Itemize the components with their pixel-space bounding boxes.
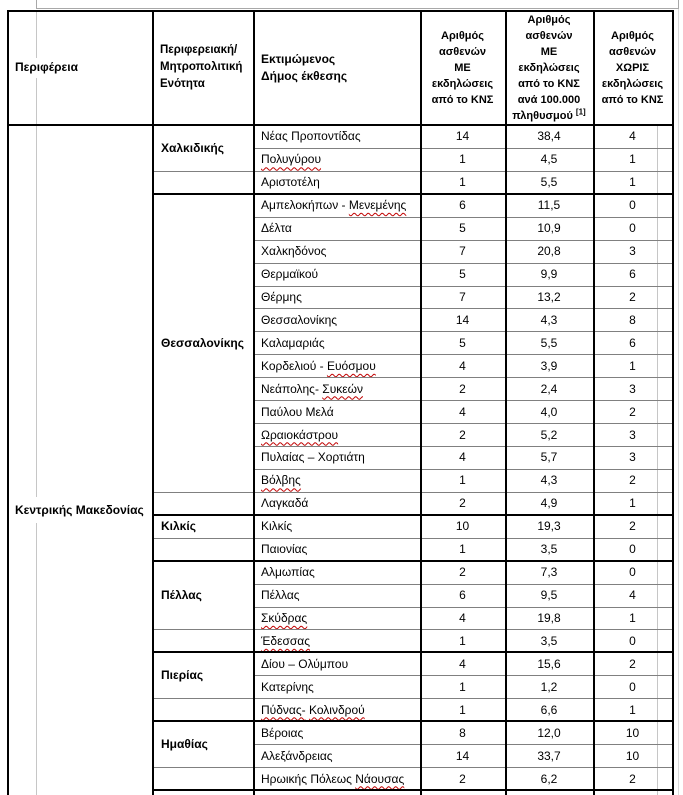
municipality-cell (253, 607, 420, 630)
municipality-name-part: Νεάπολης- (261, 381, 323, 396)
grid-line-vertical (36, 523, 37, 795)
municipality-name-part: Θεσσαλονίκης (261, 312, 338, 327)
municipality-name-part: Κατερίνης (261, 679, 314, 694)
header-line: εκδηλώσεις (431, 77, 494, 90)
header-line: από το ΚΝΣ (431, 93, 494, 106)
municipality-cell (253, 331, 420, 354)
patients-without-cns-value: 0 (629, 542, 636, 557)
per-100k-value: 10,9 (537, 221, 561, 236)
table-row (253, 469, 672, 492)
table-row (253, 217, 672, 240)
per-100k-value: 2,4 (540, 381, 558, 396)
municipality-name-part-misspelled: Πύδνας- (261, 702, 306, 717)
municipality-cell (253, 698, 420, 721)
patients-without-cns-value: 1 (629, 358, 636, 373)
patients-with-cns-value: 4 (459, 611, 466, 625)
header-line: Μητροπολιτική (160, 61, 243, 73)
per-100k-value: 1,2 (540, 679, 558, 694)
municipality-name-part: Ηρωικής Πόλεως (261, 771, 356, 786)
patients-without-cns-value: 8 (629, 312, 636, 327)
patients-without-cns-value: 6 (629, 267, 636, 282)
municipality-cell (253, 217, 420, 240)
per-100k-value: 5,7 (540, 450, 558, 465)
per-100k-value: 5,5 (540, 175, 558, 190)
patients-with-cns-value: 6 (459, 588, 466, 603)
municipality-name-part-misspelled: Έδεσσας (261, 633, 310, 648)
header-line: Αριθμός (527, 13, 571, 26)
per-100k-value: 11,5 (537, 198, 561, 213)
per-100k-value: 6,6 (540, 702, 558, 717)
patients-with-cns-value: 14 (455, 312, 470, 327)
municipality-name (261, 726, 303, 740)
patients-with-cns-value: 10 (455, 519, 470, 534)
header-line: Εκτιμώμενος (261, 51, 336, 66)
patients-without-cns-value: 2 (629, 404, 636, 419)
municipality-cell (253, 469, 420, 492)
municipality-name-part: Αριστοτέλη (261, 175, 320, 190)
table-row (253, 561, 672, 584)
table-row (253, 675, 672, 698)
table-row (253, 240, 672, 263)
patients-with-cns-value: 2 (459, 496, 466, 511)
per-100k-value: 4,3 (540, 312, 558, 327)
table-row (253, 263, 672, 286)
table-border-vertical (7, 10, 9, 795)
header-line: Δήμος έκθεσης (261, 68, 348, 83)
municipality-name-part-misspelled: Ωραιοκάστρου (261, 427, 339, 442)
table-row (253, 194, 672, 217)
patients-without-cns-value: 0 (629, 679, 636, 694)
table-border-vertical (672, 10, 674, 795)
group-border (152, 193, 674, 195)
municipality-name-part: Αλμωπίας (261, 565, 315, 580)
patients-with-cns-value: 4 (459, 656, 466, 671)
municipality-cell (253, 194, 420, 217)
per-100k-value: 4,0 (540, 404, 558, 419)
patients-with-cns-value: 6 (459, 198, 466, 213)
table-row (253, 538, 672, 561)
municipality-name (261, 772, 404, 786)
municipality-name (261, 313, 337, 327)
table-border-vertical (420, 10, 422, 795)
municipality-name (261, 588, 300, 602)
header-line: Αριθμός (611, 29, 654, 42)
table-border-vertical (593, 10, 595, 795)
region-label: Κεντρικής Μακεδονίας (15, 503, 144, 517)
patients-without-cns-value: 10 (625, 725, 640, 740)
municipality-name (261, 129, 361, 143)
patients-with-cns-value: 5 (459, 335, 466, 350)
unit-label: Πέλλας (161, 588, 202, 603)
per-100k-value: 4,9 (540, 496, 558, 511)
table-row (253, 286, 672, 309)
municipality-name (261, 244, 326, 258)
header-line: ΜΕ (454, 61, 471, 74)
municipality-cell (253, 354, 420, 377)
patients-with-cns-value: 2 (459, 427, 466, 442)
municipality-cell (253, 584, 420, 607)
municipality-name-part: Αλεξάνδρειας (261, 748, 333, 763)
header-line: ΧΩΡΙΣ (615, 61, 650, 74)
municipality-cell (253, 652, 420, 675)
table-row (253, 584, 672, 607)
table-border-vertical (152, 10, 154, 795)
per-100k-value: 38,4 (537, 129, 561, 144)
municipality-name (261, 175, 320, 189)
municipality-cell (253, 125, 420, 148)
patients-without-cns-value: 3 (629, 427, 636, 442)
header-line: ασθενών (525, 29, 573, 42)
municipality-name-part: Δίου – Ολύμπου (261, 656, 349, 671)
per-100k-value: 19,3 (537, 519, 561, 534)
patients-without-cns-value: 1 (629, 175, 636, 190)
patients-with-cns-value: 14 (455, 129, 470, 144)
patients-without-cns-value: 1 (629, 496, 636, 511)
per-100k-value: 5,2 (540, 427, 558, 442)
header-line: Περιφερειακή/ (160, 44, 238, 56)
patients-with-cns-value: 2 (459, 381, 466, 396)
header-line: ΜΕ (540, 45, 558, 58)
header-line: από το ΚΝΣ (518, 77, 580, 90)
patients-with-cns-value: 1 (459, 633, 466, 648)
header-line: από το ΚΝΣ (601, 93, 664, 106)
table-row (253, 400, 672, 423)
table-row (253, 308, 672, 331)
header-region-label: Περιφέρεια (15, 60, 78, 74)
municipality-cell (253, 675, 420, 698)
patients-without-cns-value: 4 (629, 129, 636, 144)
header-per-100k-lastline: πληθυσμού [1] (512, 106, 586, 122)
municipality-name-part: Καλαμαριάς (261, 335, 325, 350)
municipality-cell (253, 423, 420, 446)
header-line: εκδηλώσεις (518, 61, 580, 74)
municipality-name-part: Δέλτα (261, 221, 292, 236)
municipality-name-part: Βέροιας (261, 725, 304, 740)
patients-without-cns-value: 1 (629, 152, 636, 167)
municipality-name-part: Θέρμης (261, 289, 302, 304)
patients-with-cns-value: 7 (459, 244, 466, 259)
per-100k-value: 5,5 (540, 335, 558, 350)
municipality-name (261, 565, 315, 579)
municipality-name-part-misspelled: Νάουσας (355, 771, 405, 786)
per-100k-value: 4,3 (540, 473, 558, 488)
municipality-cell (253, 721, 420, 744)
municipality-cell (253, 171, 420, 194)
municipality-name-part: Θερμαϊκού (261, 267, 319, 282)
group-border (152, 720, 674, 722)
per-100k-value: 9,9 (540, 267, 558, 282)
patients-without-cns-value: 3 (629, 244, 636, 259)
table-row (253, 171, 672, 194)
per-100k-value: 12,0 (537, 725, 561, 740)
municipality-name (261, 519, 292, 533)
table-row (253, 377, 672, 400)
municipality-name-part-misspelled: Μενεμένης (348, 198, 407, 213)
per-100k-value: 33,7 (537, 748, 561, 763)
municipality-cell (253, 400, 420, 423)
table-row (253, 423, 672, 446)
footnote-marker: [1] (575, 106, 586, 116)
table-row (253, 652, 672, 675)
table-row (253, 629, 672, 652)
municipality-name-part-misspelled: Βόλβης (261, 473, 301, 488)
unit-label: Πιερίας (161, 668, 204, 683)
municipality-cell (253, 240, 420, 263)
municipality-name (261, 336, 325, 350)
municipality-cell (253, 446, 420, 469)
municipality-cell (253, 148, 420, 171)
municipality-name-part: Νέας Προποντίδας (261, 129, 361, 144)
municipality-name-part: Κιλκίς (261, 519, 293, 534)
municipality-name-part-misspelled: Ευόσμου (326, 358, 376, 373)
table-row (253, 767, 672, 790)
per-100k-value: 15,6 (537, 656, 561, 671)
municipality-name-part-misspelled: Κολινδρού (308, 702, 365, 717)
per-100k-value: 19,8 (537, 611, 561, 625)
municipality-cell (253, 767, 420, 790)
patients-without-cns-value: 0 (629, 221, 636, 236)
unit-label: Ημαθίας (161, 737, 208, 752)
header-line: ανά 100.000 (517, 93, 581, 106)
municipality-name (261, 749, 333, 763)
group-border (152, 651, 674, 653)
table-border-vertical (505, 10, 507, 795)
patients-with-cns-value: 1 (459, 175, 466, 190)
header-line: ασθενών (609, 45, 656, 58)
table-row (253, 125, 672, 148)
municipality-name (261, 267, 318, 281)
municipality-cell (253, 515, 420, 538)
municipality-name (261, 382, 363, 396)
per-100k-value: 6,2 (540, 771, 558, 786)
per-100k-value: 4,5 (540, 152, 558, 167)
municipality-name (261, 405, 334, 419)
patients-without-cns-value: 1 (629, 702, 636, 717)
table-row (253, 148, 672, 171)
table-row (253, 607, 672, 630)
municipality-name (261, 611, 307, 625)
municipality-name-part: Παύλου Μελά (261, 404, 334, 419)
municipality-name (261, 473, 301, 487)
per-100k-value: 9,5 (540, 588, 558, 603)
municipality-name (261, 703, 365, 717)
municipality-cell (253, 308, 420, 331)
municipality-cell (253, 744, 420, 767)
patients-with-cns-value: 1 (459, 473, 466, 488)
municipality-cell (253, 492, 420, 515)
patients-with-cns-value: 8 (459, 725, 466, 740)
municipality-name (261, 634, 310, 648)
patients-without-cns-value: 4 (629, 588, 636, 603)
municipality-cell (253, 286, 420, 309)
municipality-name-part: Κορδελιού - (261, 358, 327, 373)
municipality-name-part: Χαλκηδόνος (261, 244, 327, 259)
patients-with-cns-value: 5 (459, 267, 466, 282)
municipality-name-part: Παιονίας (261, 542, 308, 557)
group-border (152, 514, 674, 516)
municipality-name-part-misspelled: Πολυγύρου (261, 152, 322, 167)
patients-with-cns-value: 1 (459, 679, 466, 694)
municipality-cell (253, 629, 420, 652)
patients-without-cns-value: 0 (629, 565, 636, 580)
municipality-name (261, 428, 338, 442)
municipality-name (261, 496, 308, 510)
municipality-name (261, 359, 376, 373)
per-100k-value: 3,5 (540, 633, 558, 648)
patients-without-cns-value: 2 (629, 771, 636, 786)
patients-with-cns-value: 14 (455, 748, 470, 763)
table-row (253, 515, 672, 538)
table-bottom-group-border (152, 789, 674, 791)
municipality-name-part: Λαγκαδά (261, 496, 309, 511)
patients-with-cns-value: 4 (459, 450, 466, 465)
municipality-name-part: Πέλλας (261, 588, 300, 603)
municipality-name (261, 450, 365, 464)
patients-with-cns-value: 2 (459, 565, 466, 580)
patients-without-cns-value: 0 (629, 633, 636, 648)
table-row (253, 698, 672, 721)
municipality-name (261, 221, 292, 235)
table-row (253, 744, 672, 767)
patients-with-cns-value: 7 (459, 289, 466, 304)
patients-with-cns-value: 1 (459, 702, 466, 717)
patients-without-cns-value: 10 (625, 748, 640, 763)
municipality-name (261, 657, 348, 671)
per-100k-value: 3,9 (540, 358, 558, 373)
municipality-cell (253, 377, 420, 400)
per-100k-value: 7,3 (540, 565, 558, 580)
municipality-name (261, 152, 321, 166)
municipality-name-part-misspelled: Συκεών (322, 381, 363, 396)
table-row (253, 492, 672, 515)
patients-without-cns-value: 3 (629, 381, 636, 396)
patients-without-cns-value: 2 (629, 289, 636, 304)
municipality-name-part-misspelled: Σκύδρας (261, 611, 308, 625)
patients-without-cns-value: 6 (629, 335, 636, 350)
municipality-name (261, 198, 406, 212)
patients-with-cns-value: 4 (459, 404, 466, 419)
municipality-cell (253, 263, 420, 286)
municipality-name (261, 542, 307, 556)
table-border-top (7, 10, 674, 12)
patients-without-cns-value: 0 (629, 198, 636, 213)
patients-with-cns-value: 1 (459, 152, 466, 167)
per-100k-value: 3,5 (540, 542, 558, 557)
patients-with-cns-value: 1 (459, 542, 466, 557)
patients-with-cns-value: 4 (459, 358, 466, 373)
table-row (253, 331, 672, 354)
header-line: ασθενών (439, 45, 486, 58)
per-100k-value: 20,8 (537, 244, 561, 259)
patients-without-cns-value: 2 (629, 519, 636, 534)
table-row (253, 354, 672, 377)
municipality-name (261, 680, 314, 694)
unit-label: Χαλκιδικής (161, 140, 224, 155)
unit-label: Κιλκίς (161, 519, 196, 534)
table-row (253, 721, 672, 744)
grid-line-vertical (36, 78, 37, 497)
municipality-name-part: Πυλαίας – Χορτιάτη (261, 450, 365, 465)
patients-with-cns-value: 5 (459, 221, 466, 236)
per-100k-value: 13,2 (537, 289, 561, 304)
header-line: εκδηλώσεις (601, 77, 664, 90)
table-border-vertical (253, 10, 255, 795)
group-border (152, 560, 674, 562)
patients-without-cns-value: 1 (629, 611, 636, 625)
grid-line-vertical (36, 10, 37, 58)
patients-with-cns-value: 2 (459, 771, 466, 786)
municipality-name (261, 290, 302, 304)
municipality-cell (253, 561, 420, 584)
municipality-name-part: Αμπελοκήπων - (261, 198, 349, 213)
patients-without-cns-value: 2 (629, 656, 636, 671)
municipality-cell (253, 538, 420, 561)
header-line: Ενότητα (160, 78, 205, 90)
patients-without-cns-value: 2 (629, 473, 636, 488)
header-bottom-border (7, 124, 674, 126)
header-line: Αριθμός (441, 29, 484, 42)
unit-label: Θεσσαλονίκης (161, 335, 244, 350)
table-row (253, 446, 672, 469)
patients-without-cns-value: 3 (629, 450, 636, 465)
